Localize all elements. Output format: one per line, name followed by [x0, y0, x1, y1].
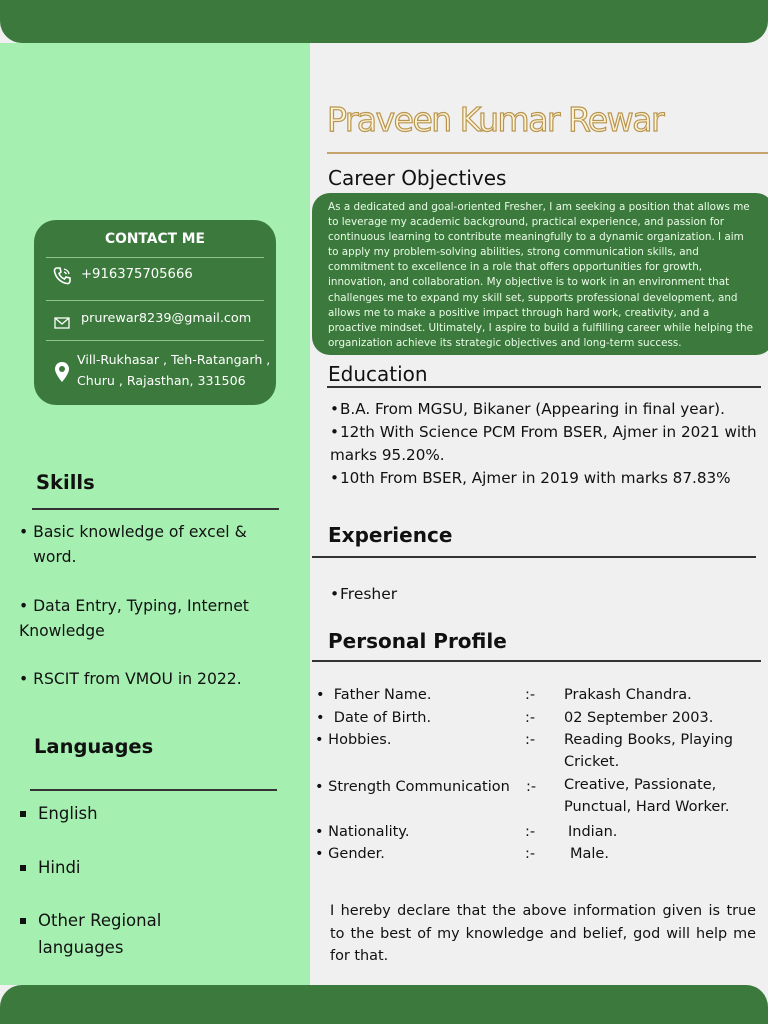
phone-icon	[52, 266, 72, 290]
education-item: •10th From BSER, Ajmer in 2019 with marks 87.83%	[330, 469, 731, 487]
languages-heading: Languages	[34, 735, 154, 758]
skill-item: • Basic knowledge of excel & word.	[19, 523, 247, 566]
education-item: •B.A. From MGSU, Bikaner (Appearing in final year).	[330, 400, 725, 418]
education-divider	[327, 386, 761, 388]
contact-card	[34, 220, 276, 405]
bottom-banner	[0, 985, 768, 1024]
applicant-name: Praveen Kumar Rewar	[327, 100, 664, 139]
career-objectives-text: As a dedicated and goal-oriented Fresher, I am seeking a position that allows me to leverage my academic background, practical experience, and passion for continuous learning to contribute meaningfully to a dynamic organization. I aim to apply my problem-solving abilities, strong communication skills, and commitment to excellence in a role that offers opportunities for growth, innovation, and collaboration. My objective is to work in an environment that challenges me to expand my skill set, supports professional development, and allows me to make a positive impact through hard work, creativity, and a proactive mindset. Ultimately, I aspire to build a fulfilling career while helping the organization achieve its strategic objectives and long-term success.	[328, 201, 753, 349]
languages-divider	[30, 789, 277, 791]
location-pin-icon	[54, 361, 70, 387]
personal-profile-heading: Personal Profile	[328, 629, 507, 653]
contact-title: CONTACT ME	[105, 231, 205, 247]
experience-item: •Fresher	[330, 585, 398, 603]
name-divider	[327, 152, 768, 154]
personal-profile-divider	[312, 660, 761, 662]
contact-divider	[46, 257, 264, 258]
contact-address: Vill-Rukhasar , Teh-Ratangarh , Churu , Rajasthan, 331506	[77, 352, 271, 388]
top-banner	[0, 0, 768, 43]
skill-item: • RSCIT from VMOU in 2022.	[19, 670, 242, 688]
bullet-icon	[20, 811, 26, 817]
language-item: English	[38, 804, 98, 823]
education-item: •12th With Science PCM From BSER, Ajmer in 2021 with marks 95.20%.	[330, 423, 757, 464]
contact-divider	[46, 340, 264, 341]
education-list	[330, 398, 760, 490]
bullet-icon	[20, 918, 26, 924]
skill-item: • Data Entry, Typing, Internet Knowledge	[19, 597, 249, 640]
language-item: Hindi	[38, 858, 81, 877]
contact-phone[interactable]: +916375705666	[81, 267, 193, 282]
career-objectives-heading: Career Objectives	[328, 166, 507, 190]
language-item: Other Regional languages	[38, 911, 162, 957]
experience-heading: Experience	[328, 523, 453, 547]
contact-divider	[46, 300, 264, 301]
contact-email[interactable]: prurewar8239@gmail.com	[81, 311, 252, 326]
skills-divider	[32, 508, 279, 510]
left-panel	[0, 43, 310, 985]
bullet-icon	[20, 865, 26, 871]
declaration-text: I hereby declare that the above information given is true to the best of my knowledge and belief, god will help me for that.	[330, 903, 756, 964]
mail-icon	[54, 314, 70, 333]
experience-divider	[312, 556, 756, 558]
skills-heading: Skills	[36, 471, 95, 494]
education-heading: Education	[328, 362, 428, 386]
